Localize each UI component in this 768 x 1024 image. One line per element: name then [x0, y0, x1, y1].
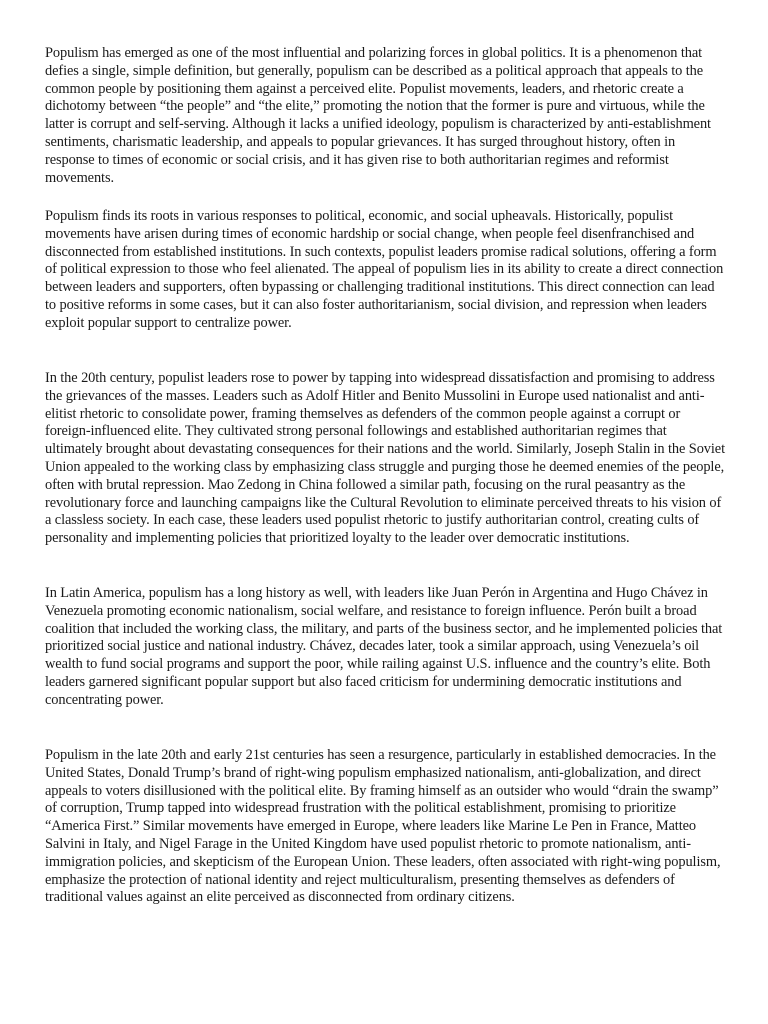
paragraph-latin-america: In Latin America, populism has a long history as well, with leaders like Juan Perón in Argentina and Hugo Chávez in Venezuela promoting economic nationalism, social welfare, and resistance to foreign influence. Perón built a broad coalition that included the working class, the military, and parts of the business sector, and he implemented policies that prioritized social justice and national industry. Chávez, decades later, took a similar approach, using Venezuela’s oil wealth to fund social programs and support the poor, while railing against U.S. influence and the country’s elite. Both leaders garnered significant popular support but also faced criticism for undermining democratic institutions and concentrating power. [45, 585, 723, 708]
paragraph-resurgence: Populism in the late 20th and early 21st centuries has seen a resurgence, particularly in established democracies. In the United States, Donald Trump’s brand of right-wing populism emphasized nationalism, anti-globalization, and direct appeals to voters disillusioned with the political elite. By framing himself as an outsider who would “drain the swamp” of corruption, Trump tapped into widespread frustration with the political establishment, promising to prioritize “America First.” Similar movements have emerged in Europe, where leaders like Marine Le Pen in France, Matteo Salvini in Italy, and Nigel Farage in the United Kingdom have used populist rhetoric to promote nationalism, anti-immigration policies, and skepticism of the European Union. These leaders, often associated with right-wing populism, emphasize the protection of national identity and reject multiculturalism, presenting themselves as defenders of traditional values against an elite perceived as disconnected from ordinary citizens. [45, 747, 721, 906]
paragraph-20th-century: In the 20th century, populist leaders rose to power by tapping into widespread dissatisfaction and promising to address the grievances of the masses. Leaders such as Adolf Hitler and Benito Mussolini in Europe used nationalist and anti-elitist rhetoric to consolidate power, framing themselves as defenders of the common people against a corrupt or foreign-influenced elite. They cultivated strong personal followings and established authoritarian regimes that ultimately brought about devastating consequences for their nations and the world. Similarly, Joseph Stalin in the Soviet Union appealed to the working class by emphasizing class struggle and purging those he deemed enemies of the people, often with brutal repression. Mao Zedong in China followed a similar path, focusing on the rural peasantry as the revolutionary force and launching campaigns like the Cultural Revolution to eliminate perceived threats to his vision of a classless society. In each case, these leaders used populist rhetoric to justify authoritarian control, creating cults of personality and implementing policies that prioritized loyalty to the leader over democratic institutions. [45, 370, 725, 547]
paragraph-introduction: Populism has emerged as one of the most influential and polarizing forces in global politics. It is a phenomenon that defies a single, simple definition, but generally, populism can be described as a political approach that appeals to the common people by positioning them against a perceived elite. Populist movements, leaders, and rhetoric create a dichotomy between “the people” and “the elite,” promoting the notion that the former is pure and virtuous, while the latter is corrupt and self-serving. Although it lacks a unified ideology, populism is characterized by anti-establishment sentiments, charismatic leadership, and appeals to popular grievances. It has surged throughout history, often in response to times of economic or social crisis, and it has given rise to both authoritarian regimes and reformist movements. [45, 45, 711, 186]
paragraph-roots: Populism finds its roots in various responses to political, economic, and social upheavals. Historically, populist movements have arisen during times of economic hardship or social change, when people feel disenfranchised and disconnected from established institutions. In such contexts, populist leaders promise radical solutions, offering a form of political expression to those who feel alienated. The appeal of populism lies in its ability to create a direct connection between leaders and supporters, often bypassing or challenging traditional institutions. This direct connection can lead to positive reforms in some cases, but it can also foster authoritarianism, social division, and repression when leaders exploit popular support to centralize power. [45, 208, 724, 331]
